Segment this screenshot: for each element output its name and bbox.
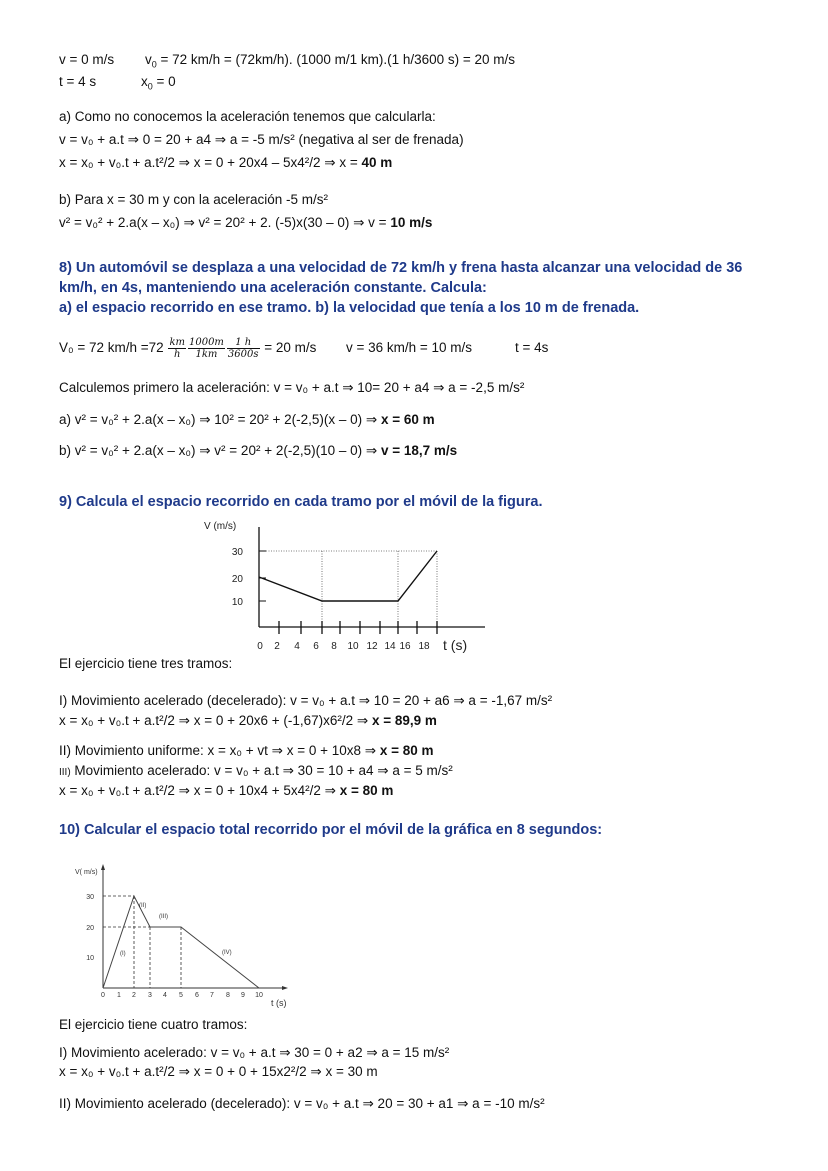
q8-part-b: b) v² = v₀² + 2.a(x – x₀) ⇒ v² = 20² + 2(-2,5)(10 – 0) ⇒ v = 18,7 m/s bbox=[59, 443, 458, 458]
part-a-result: 40 m bbox=[361, 155, 393, 170]
svg-text:2: 2 bbox=[274, 641, 280, 652]
part-b-equation: v² = v₀² + 2.a(x – x₀) ⇒ v² = 20² + 2. (-5)x(30 – 0) ⇒ v = 10 m/s bbox=[59, 215, 433, 230]
part-a-equation-1: v = v₀ + a.t ⇒ 0 = 20 + a4 ⇒ a = -5 m/s² (negativa al ser de frenada) bbox=[59, 132, 464, 147]
segment-label-III: (III) bbox=[159, 914, 168, 920]
svg-text:9: 9 bbox=[241, 992, 245, 999]
q9-velocity-line bbox=[259, 551, 437, 601]
given-v: v = 0 m/s bbox=[59, 52, 115, 67]
svg-text:7: 7 bbox=[210, 992, 214, 999]
q9-tramo-2-result: x = 80 m bbox=[379, 743, 434, 758]
q9-tramo-3-line-2: x = x₀ + v₀.t + a.t²/2 ⇒ x = 0 + 10x4 + 5x4²/2 ⇒ x = 80 m bbox=[59, 783, 394, 798]
q8-acceleration: Calculemos primero la aceleración: v = v₀ + a.t ⇒ 10= 20 + a4 ⇒ a = -2,5 m/s² bbox=[59, 380, 525, 395]
q9-heading: 9) Calcula el espacio recorrido en cada tramo por el móvil de la figura. bbox=[59, 494, 543, 510]
svg-text:2: 2 bbox=[132, 992, 136, 999]
q10-x-axis-label: t (s) bbox=[271, 998, 287, 1008]
fraction-1h-3600s: $\frac{1 h}{3600s}$ bbox=[227, 336, 259, 360]
q9-x-axis-label: t (s) bbox=[443, 637, 468, 653]
part-b-result: 10 m/s bbox=[390, 215, 433, 230]
svg-text:10: 10 bbox=[86, 955, 94, 962]
part-b-intro: b) Para x = 30 m y con la aceleración -5 m/s² bbox=[59, 192, 328, 207]
segment-label-II: (II) bbox=[139, 903, 147, 909]
q8-heading-line-3: a) el espacio recorrido en ese tramo. b) la velocidad que tenía a los 10 m de frenada. bbox=[59, 300, 640, 316]
svg-text:20: 20 bbox=[86, 925, 94, 932]
fraction-km-h: $\frac{km}{h}$ bbox=[169, 336, 185, 360]
given-row-1 bbox=[59, 52, 516, 70]
q9-tramo-1-result: x = 89,9 m bbox=[371, 713, 437, 728]
q10-y-axis-label: V( m/s) bbox=[75, 869, 98, 876]
q10-tramo-2-line-1: II) Movimiento acelerado (decelerado): v = v₀ + a.t ⇒ 20 = 30 + a1 ⇒ a = -10 m/s² bbox=[59, 1096, 545, 1111]
svg-text:8: 8 bbox=[226, 992, 230, 999]
q8-given-t: t = 4s bbox=[515, 340, 549, 355]
q8-part-a: a) v² = v₀² + 2.a(x – x₀) ⇒ 10² = 20² + 2(-2,5)(x – 0) ⇒ x = 60 m bbox=[59, 412, 435, 427]
svg-text:18: 18 bbox=[418, 641, 430, 652]
q9-tramo-3-line-1: III) Movimiento acelerado: v = v₀ + a.t ⇒ 30 = 10 + a4 ⇒ a = 5 m/s² bbox=[59, 763, 453, 778]
q10-intro: El ejercicio tiene cuatro tramos: bbox=[59, 1017, 248, 1032]
svg-text:1: 1 bbox=[117, 992, 121, 999]
svg-text:4: 4 bbox=[163, 992, 167, 999]
svg-text:3: 3 bbox=[148, 992, 152, 999]
svg-text:10: 10 bbox=[255, 992, 263, 999]
q10-tramo-1-line-2: x = x₀ + v₀.t + a.t²/2 ⇒ x = 0 + 0 + 15x2²/2 ⇒ x = 30 m bbox=[59, 1064, 378, 1079]
given-row-2 bbox=[59, 74, 176, 92]
q8-part-b-result: v = 18,7 m/s bbox=[380, 443, 458, 458]
q9-tramo-1-line-1: I) Movimiento acelerado (decelerado): v = v₀ + a.t ⇒ 10 = 20 + a6 ⇒ a = -1,67 m/s² bbox=[59, 693, 553, 708]
q9-tramo-2-line-1: II) Movimiento uniforme: x = x₀ + vt ⇒ x = 0 + 10x8 ⇒ x = 80 m bbox=[59, 743, 434, 758]
svg-text:16: 16 bbox=[399, 641, 411, 652]
svg-text:5: 5 bbox=[179, 992, 183, 999]
svg-text:4: 4 bbox=[294, 641, 300, 652]
q9-y-axis-label: V (m/s) bbox=[204, 521, 237, 532]
svg-text:10: 10 bbox=[347, 641, 359, 652]
svg-text:30: 30 bbox=[231, 547, 243, 558]
fraction-1000m-1km: $\frac{1000m}{1km}$ bbox=[188, 336, 224, 360]
q10-velocity-line bbox=[103, 896, 259, 988]
svg-text:14: 14 bbox=[384, 641, 396, 652]
segment-label-I: (I) bbox=[120, 951, 126, 957]
given-x0: $x_0 = 0$ bbox=[141, 74, 176, 92]
q8-heading-line-2: km/h, en 4s, manteniendo una aceleración constante. Calcula: bbox=[59, 280, 487, 296]
part-a-intro: a) Como no conocemos la aceleración tenemos que calcularla: bbox=[59, 109, 436, 124]
q8-part-a-result: x = 60 m bbox=[380, 412, 435, 427]
given-v0: $v_0 = 72$ km/h = (72km/h). (1000 m/1 km).(1 h/3600 s) = 20 m/s bbox=[145, 52, 516, 70]
q10-heading: 10) Calcular el espacio total recorrido por el móvil de la gráfica en 8 segundos: bbox=[59, 822, 603, 838]
q8-heading-line-1: 8) Un automóvil se desplaza a una velocidad de 72 km/h y frena hasta alcanzar una velocidad de 36 bbox=[59, 260, 743, 276]
svg-text:10: 10 bbox=[231, 597, 243, 608]
q8-given-v: v = 36 km/h = 10 m/s bbox=[346, 340, 473, 355]
part-a-equation-2: x = x₀ + v₀.t + a.t²/2 ⇒ x = 0 + 20x4 – 5x4²/2 ⇒ x = 40 m bbox=[59, 155, 393, 170]
svg-text:6: 6 bbox=[313, 641, 319, 652]
svg-text:20: 20 bbox=[231, 574, 243, 585]
svg-text:0: 0 bbox=[257, 641, 263, 652]
svg-text:8: 8 bbox=[331, 641, 337, 652]
q9-tramo-1-line-2: x = x₀ + v₀.t + a.t²/2 ⇒ x = 0 + 20x6 + (-1,67)x6²/2 ⇒ x = 89,9 m bbox=[59, 713, 437, 728]
segment-label-IV: (IV) bbox=[222, 950, 232, 956]
q8-given: V₀ = 72 km/h =72 $\frac{km}{h}$ $\frac{1000m}{1km}$ $\frac{1 h}{3600s}$ = 20 m/s v = 36 km/h = 10 m/s t = 4s bbox=[59, 334, 316, 362]
svg-text:6: 6 bbox=[195, 992, 199, 999]
given-t: t = 4 s bbox=[59, 74, 97, 89]
q9-tramo-3-result: x = 80 m bbox=[339, 783, 394, 798]
q10-tramo-1-line-1: I) Movimiento acelerado: v = v₀ + a.t ⇒ 30 = 0 + a2 ⇒ a = 15 m/s² bbox=[59, 1045, 450, 1060]
svg-text:30: 30 bbox=[86, 894, 94, 901]
svg-text:12: 12 bbox=[366, 641, 378, 652]
svg-text:0: 0 bbox=[101, 992, 105, 999]
q9-intro: El ejercicio tiene tres tramos: bbox=[59, 656, 233, 671]
